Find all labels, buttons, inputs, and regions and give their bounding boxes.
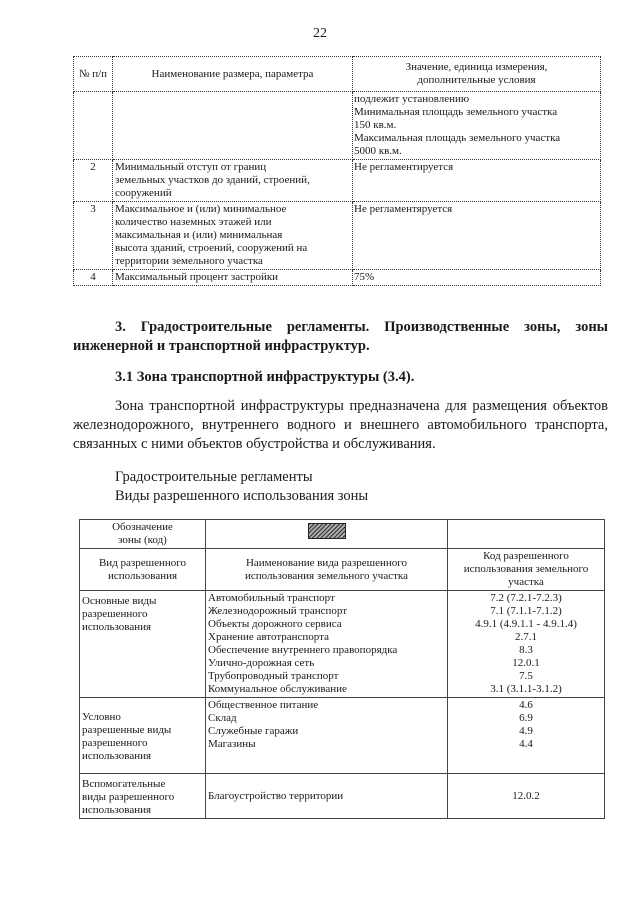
list-item: Железнодорожный транспорт [208,605,348,617]
list-item: Коммунальное обслуживание [208,683,347,695]
section-3-heading: 3. Градостроительные регламенты. Производственные зоны, зоны инженерной и транспортной инфраструктур. [73,319,608,354]
row-value: Не регламентируется [353,160,601,202]
list-item: 12.0.2 [448,774,605,819]
header-use-name: Наименование вида разрешенного использования земельного участка [206,549,448,591]
empty-cell [448,520,605,549]
list-item: 12.0.1 [512,657,540,669]
page-number: 22 [313,26,327,41]
zone-hatch-pattern [308,523,346,539]
list-item: 7.5 [519,670,533,682]
list-item: 3.1 (3.1.1-3.1.2) [490,683,562,695]
table-row [74,160,601,202]
row-num: 2 [74,160,113,202]
section-3-1-heading: 3.1 Зона транспортной инфраструктуры (3.4). [115,369,415,385]
zone-pattern-cell [206,520,448,549]
permitted-use-label: Виды разрешенного использования зоны [115,488,369,504]
row-value: подлежит установлению Минимальная площадь земельного участка 150 кв.м. Максимальная площадь земельного участка 5000 кв.м. [353,92,601,160]
group-label-conditional: Условно разрешенные виды разрешенного использования [80,698,206,774]
header-value: Значение, единица измерения, дополнительные условия [353,57,601,92]
list-item: 4.6 [519,699,533,711]
list-item: 8.3 [519,644,533,656]
header-use-type: Вид разрешенного использования [80,549,206,591]
row-value: 75% [353,270,601,286]
permitted-use-table [79,519,605,819]
zone-code-row [80,520,605,549]
table-header-row [80,549,605,591]
zone-code-label: Обозначение зоны (код) [80,520,206,549]
table-header-row [74,57,601,92]
list-item: Объекты дорожного сервиса [208,618,342,630]
list-item: 6.9 [519,712,533,724]
list-item: 7.1 (7.1.1-7.1.2) [490,605,562,617]
row-name: Максимальный процент застройки [113,270,353,286]
zone-description: Зона транспортной инфраструктуры предназначена для размещения объектов железнодорожного, внутреннего водного и внешнего автомобильного транспорта, связанных с ними объектов обустройства и обслуживания. [73,398,608,452]
list-item: Обеспечение внутреннего правопорядка [208,644,398,656]
list-item: Автомобильный транспорт [208,592,335,604]
list-item: Благоустройство территории [206,774,448,819]
list-item: Хранение автотранспорта [208,631,329,643]
list-item: Склад [208,712,237,724]
list-item: 4.9.1 (4.9.1.1 - 4.9.1.4) [475,618,577,630]
group-label-auxiliary: Вспомогательные виды разрешенного использования [80,774,206,819]
list-item: Улично-дорожная сеть [208,657,315,669]
use-codes-list [448,698,605,774]
group-label-main: Основные виды разрешенного использования [80,591,206,698]
regulations-label: Градостроительные регламенты [115,469,313,485]
use-names-list [206,591,448,698]
parameters-table [73,56,601,286]
table-row [74,270,601,286]
main-uses-row [80,591,605,698]
row-num: 3 [74,202,113,270]
row-name: Максимальное и (или) минимальное количество наземных этажей или максимальная и (или) минимальная высота зданий, строений, сооружений на территории земельного участка [113,202,353,270]
header-parameter-name: Наименование размера, параметра [113,57,353,92]
row-name: Минимальный отступ от границ земельных участков до зданий, строений, сооружений [113,160,353,202]
conditional-uses-row [80,698,605,774]
row-num [74,92,113,160]
auxiliary-uses-row [80,774,605,819]
list-item: Служебные гаражи [208,725,299,737]
row-value: Не регламентяруется [353,202,601,270]
use-names-list [206,698,448,774]
list-item: Трубопроводный транспорт [208,670,339,682]
list-item: Магазины [208,738,256,750]
header-num: № п/п [74,57,113,92]
list-item: Общественное питание [208,699,319,711]
list-item: 4.4 [519,738,533,750]
list-item: 2.7.1 [515,631,537,643]
table-row [74,202,601,270]
use-codes-list [448,591,605,698]
header-use-code: Код разрешенного использования земельного участка [448,549,605,591]
list-item: 4.9 [519,725,533,737]
table-row [74,92,601,160]
list-item: 7.2 (7.2.1-7.2.3) [490,592,562,604]
row-name [113,92,353,160]
row-num: 4 [74,270,113,286]
